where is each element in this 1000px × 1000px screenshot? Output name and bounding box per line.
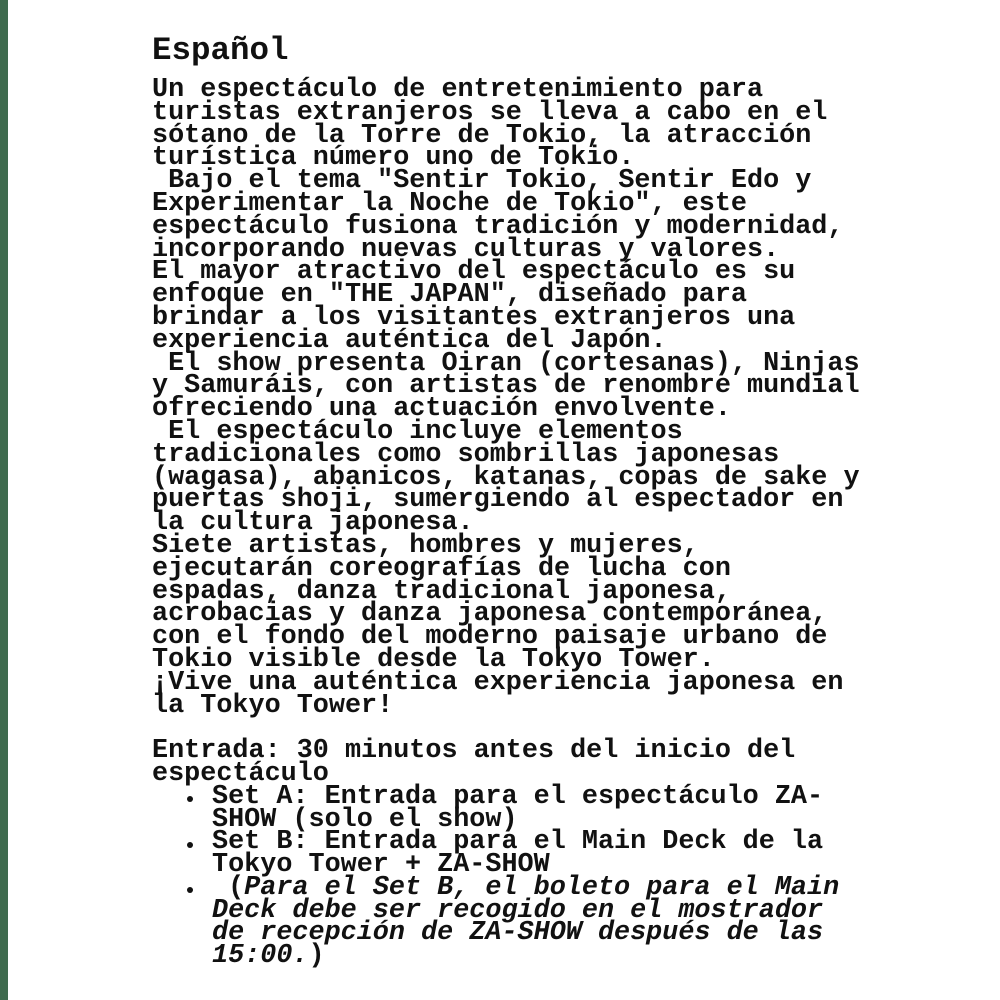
text-line: experiencia auténtica del Japón. — [152, 325, 667, 356]
document-content — [152, 32, 912, 972]
ticket-options-list — [152, 781, 912, 972]
text-line: acrobacias y danza japonesa contemporánea, — [152, 599, 828, 630]
text-line: incorporando nuevas culturas y valores. — [152, 234, 780, 265]
text-line: espadas, danza tradicional japonesa, — [152, 576, 731, 607]
text-line: espectáculo fusiona tradición y modernidad, — [152, 211, 844, 242]
text-line: la cultura japonesa. — [152, 508, 474, 539]
text-line: El mayor atractivo del espectáculo es su — [152, 257, 796, 288]
note-text: 15:00. — [212, 941, 309, 972]
text-line: SHOW (solo el show) — [212, 804, 518, 835]
text-line: Tokyo Tower + ZA-SHOW — [212, 850, 550, 881]
text-line: turística número uno de Tokio. — [152, 143, 635, 174]
bullet-icon — [182, 786, 198, 809]
entry-heading-line: espectáculo — [152, 758, 329, 789]
text-line: El espectáculo incluye elementos — [152, 416, 683, 447]
note-text: Para el Set B, el boleto para el Main — [244, 872, 840, 903]
text-line: Tokio visible desde la Tokyo Tower. — [152, 644, 715, 675]
text-line: ¡Vive una auténtica experiencia japonesa en — [152, 667, 844, 698]
bullet-icon — [182, 831, 198, 854]
list-item-set-b — [152, 827, 912, 881]
entry-heading-line: Entrada: 30 minutos antes del inicio del — [152, 736, 796, 767]
entry-section — [152, 736, 912, 972]
left-accent-bar — [0, 0, 8, 1000]
text-line: tradicionales como sombrillas japonesas — [152, 439, 780, 470]
text-line: brindar a los visitantes extranjeros una — [152, 302, 796, 333]
text-line: turistas extranjeros se lleva a cabo en el — [152, 97, 828, 128]
text-line — [212, 941, 912, 972]
text-line: enfoque en "THE JAPAN", diseñado para — [152, 280, 747, 311]
text-line: puertas shoji, sumergiendo al espectador en — [152, 485, 844, 516]
text-line: la Tokyo Tower! — [152, 690, 394, 721]
note-text: Deck debe ser recogido en el mostrador — [212, 895, 824, 926]
text-line: Set B: Entrada para el Main Deck de la — [212, 827, 824, 858]
text-line: sótano de la Torre de Tokio, la atracción — [152, 120, 812, 151]
text-line: Bajo el tema "Sentir Tokio, Sentir Edo y — [152, 166, 812, 197]
intro-paragraph — [152, 75, 912, 972]
list-item-set-b-note — [152, 872, 912, 972]
text-line: ofreciendo una actuación envolvente. — [152, 394, 731, 425]
text-line: y Samuráis, con artistas de renombre mundial — [152, 371, 860, 402]
text-line: Experimentar la Noche de Tokio", este — [152, 188, 747, 219]
text-line: Set A: Entrada para el espectáculo ZA- — [212, 781, 824, 812]
text-line: Un espectáculo de entretenimiento para — [152, 75, 764, 105]
text-line: (wagasa), abanicos, katanas, copas de sake y — [152, 462, 860, 493]
text-line: El show presenta Oiran (cortesanas), Ninjas — [152, 348, 860, 379]
list-item-set-a — [152, 781, 912, 835]
note-open-paren: ( — [212, 872, 245, 903]
note-text: de recepción de ZA-SHOW después de las — [212, 918, 824, 949]
text-line: con el fondo del moderno paisaje urbano de — [152, 622, 828, 653]
text-line: Siete artistas, hombres y mujeres, — [152, 530, 699, 561]
page-title: Español — [152, 32, 289, 69]
bullet-icon — [182, 877, 198, 900]
note-close-paren: ) — [308, 941, 325, 972]
text-line: ejecutarán coreografías de lucha con — [152, 553, 731, 584]
